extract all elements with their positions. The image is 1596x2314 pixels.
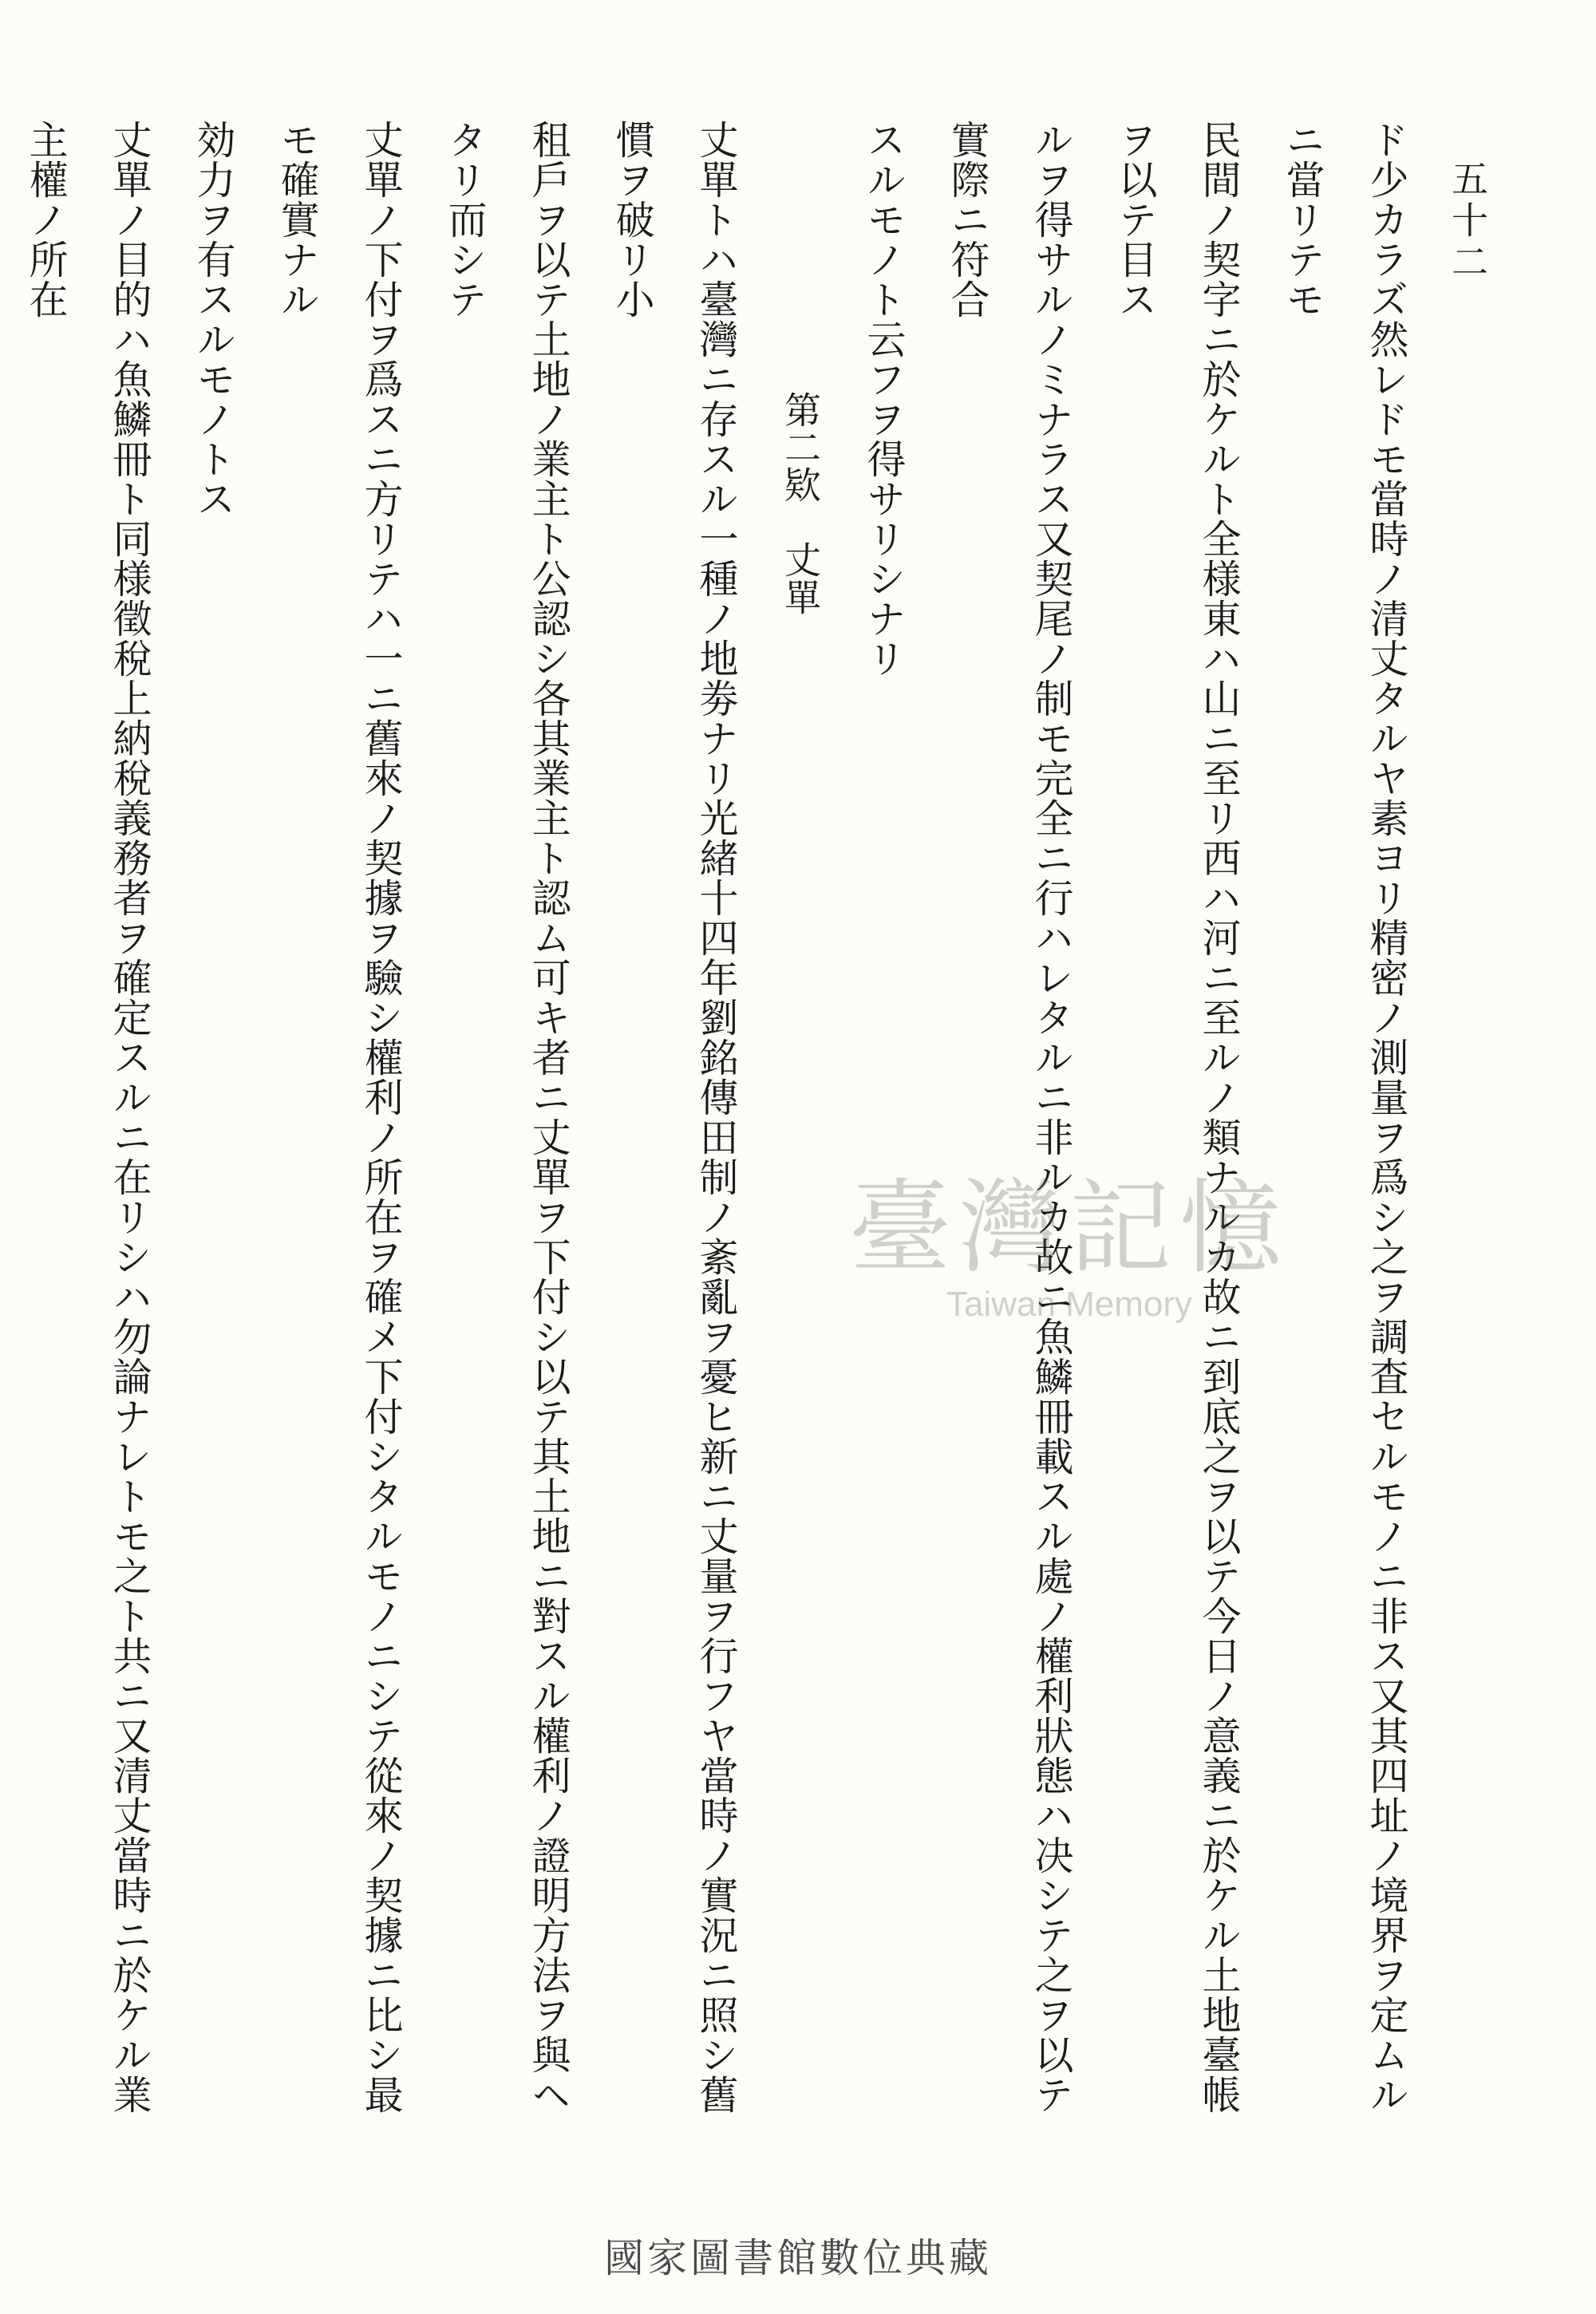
text-column: 丈單トハ臺灣ニ存スル一種ノ地劵ナリ光緒十四年劉銘傳田制ノ紊亂ヲ憂ヒ新ニ丈量ヲ行フヤ當時ノ實況ニ照シ舊慣ヲ破リ小 <box>610 120 739 2115</box>
body-text <box>23 120 1428 2138</box>
text-column: ルヲ得サルノミナラス又契尾ノ制モ完全ニ行ハレタルニ非ルカ故ニ魚鱗冊載スル處ノ權利狀態ハ决シテ之ヲ以テ實際ニ符合 <box>945 120 1074 2115</box>
section-heading: 第二欵 丈單 <box>779 391 822 616</box>
page-number: 五十二 <box>1446 160 1489 284</box>
text-column: ド少カラズ然レドモ當時ノ清丈タルヤ素ヨリ精密ノ測量ヲ爲シ之ヲ調査セルモノニ非ス又其四址ノ境界ヲ定ムルニ當リテモ <box>1280 120 1409 2115</box>
text-column: 効力ヲ有スルモノトス <box>191 120 236 519</box>
text-column: 丈單ノ下付ヲ爲スニ方リテハ一ニ舊來ノ契據ヲ驗シ權利ノ所在ヲ確メ下付シタルモノニシテ從來ノ契據ニ比シ最モ確實ナル <box>275 120 404 2115</box>
watermark-text: 臺灣記憶 <box>848 1169 1290 1288</box>
text-column: 民間ノ契字ニ於ケルト全様東ハ山ニ至リ西ハ河ニ至ルノ類ナルカ故ニ到底之ヲ以テ今日ノ意義ニ於ケル土地臺帳ヲ以テ目ス <box>1112 120 1242 2115</box>
text-column: 丈單ノ目的ハ魚鱗冊ト同様徵稅上納稅義務者ヲ確定スルニ在リシハ勿論ナレトモ之ト共ニ又清丈當時ニ於ケル業主權ノ所在 <box>23 120 152 2115</box>
text-column: 租戶ヲ以テ土地ノ業主ト公認シ各其業主ト認ム可キ者ニ丈單ヲ下付シ以テ其土地ニ對スル權利ノ證明方法ヲ與ヘタリ而シテ <box>442 120 571 2115</box>
watermark-subtext: Taiwan Memory <box>946 1285 1193 1324</box>
text-column: スルモノト云フヲ得サリシナリ <box>861 120 907 678</box>
footer-archive-label: 國家圖書館數位典藏 <box>604 2235 992 2281</box>
text-column <box>0 120 4 2138</box>
